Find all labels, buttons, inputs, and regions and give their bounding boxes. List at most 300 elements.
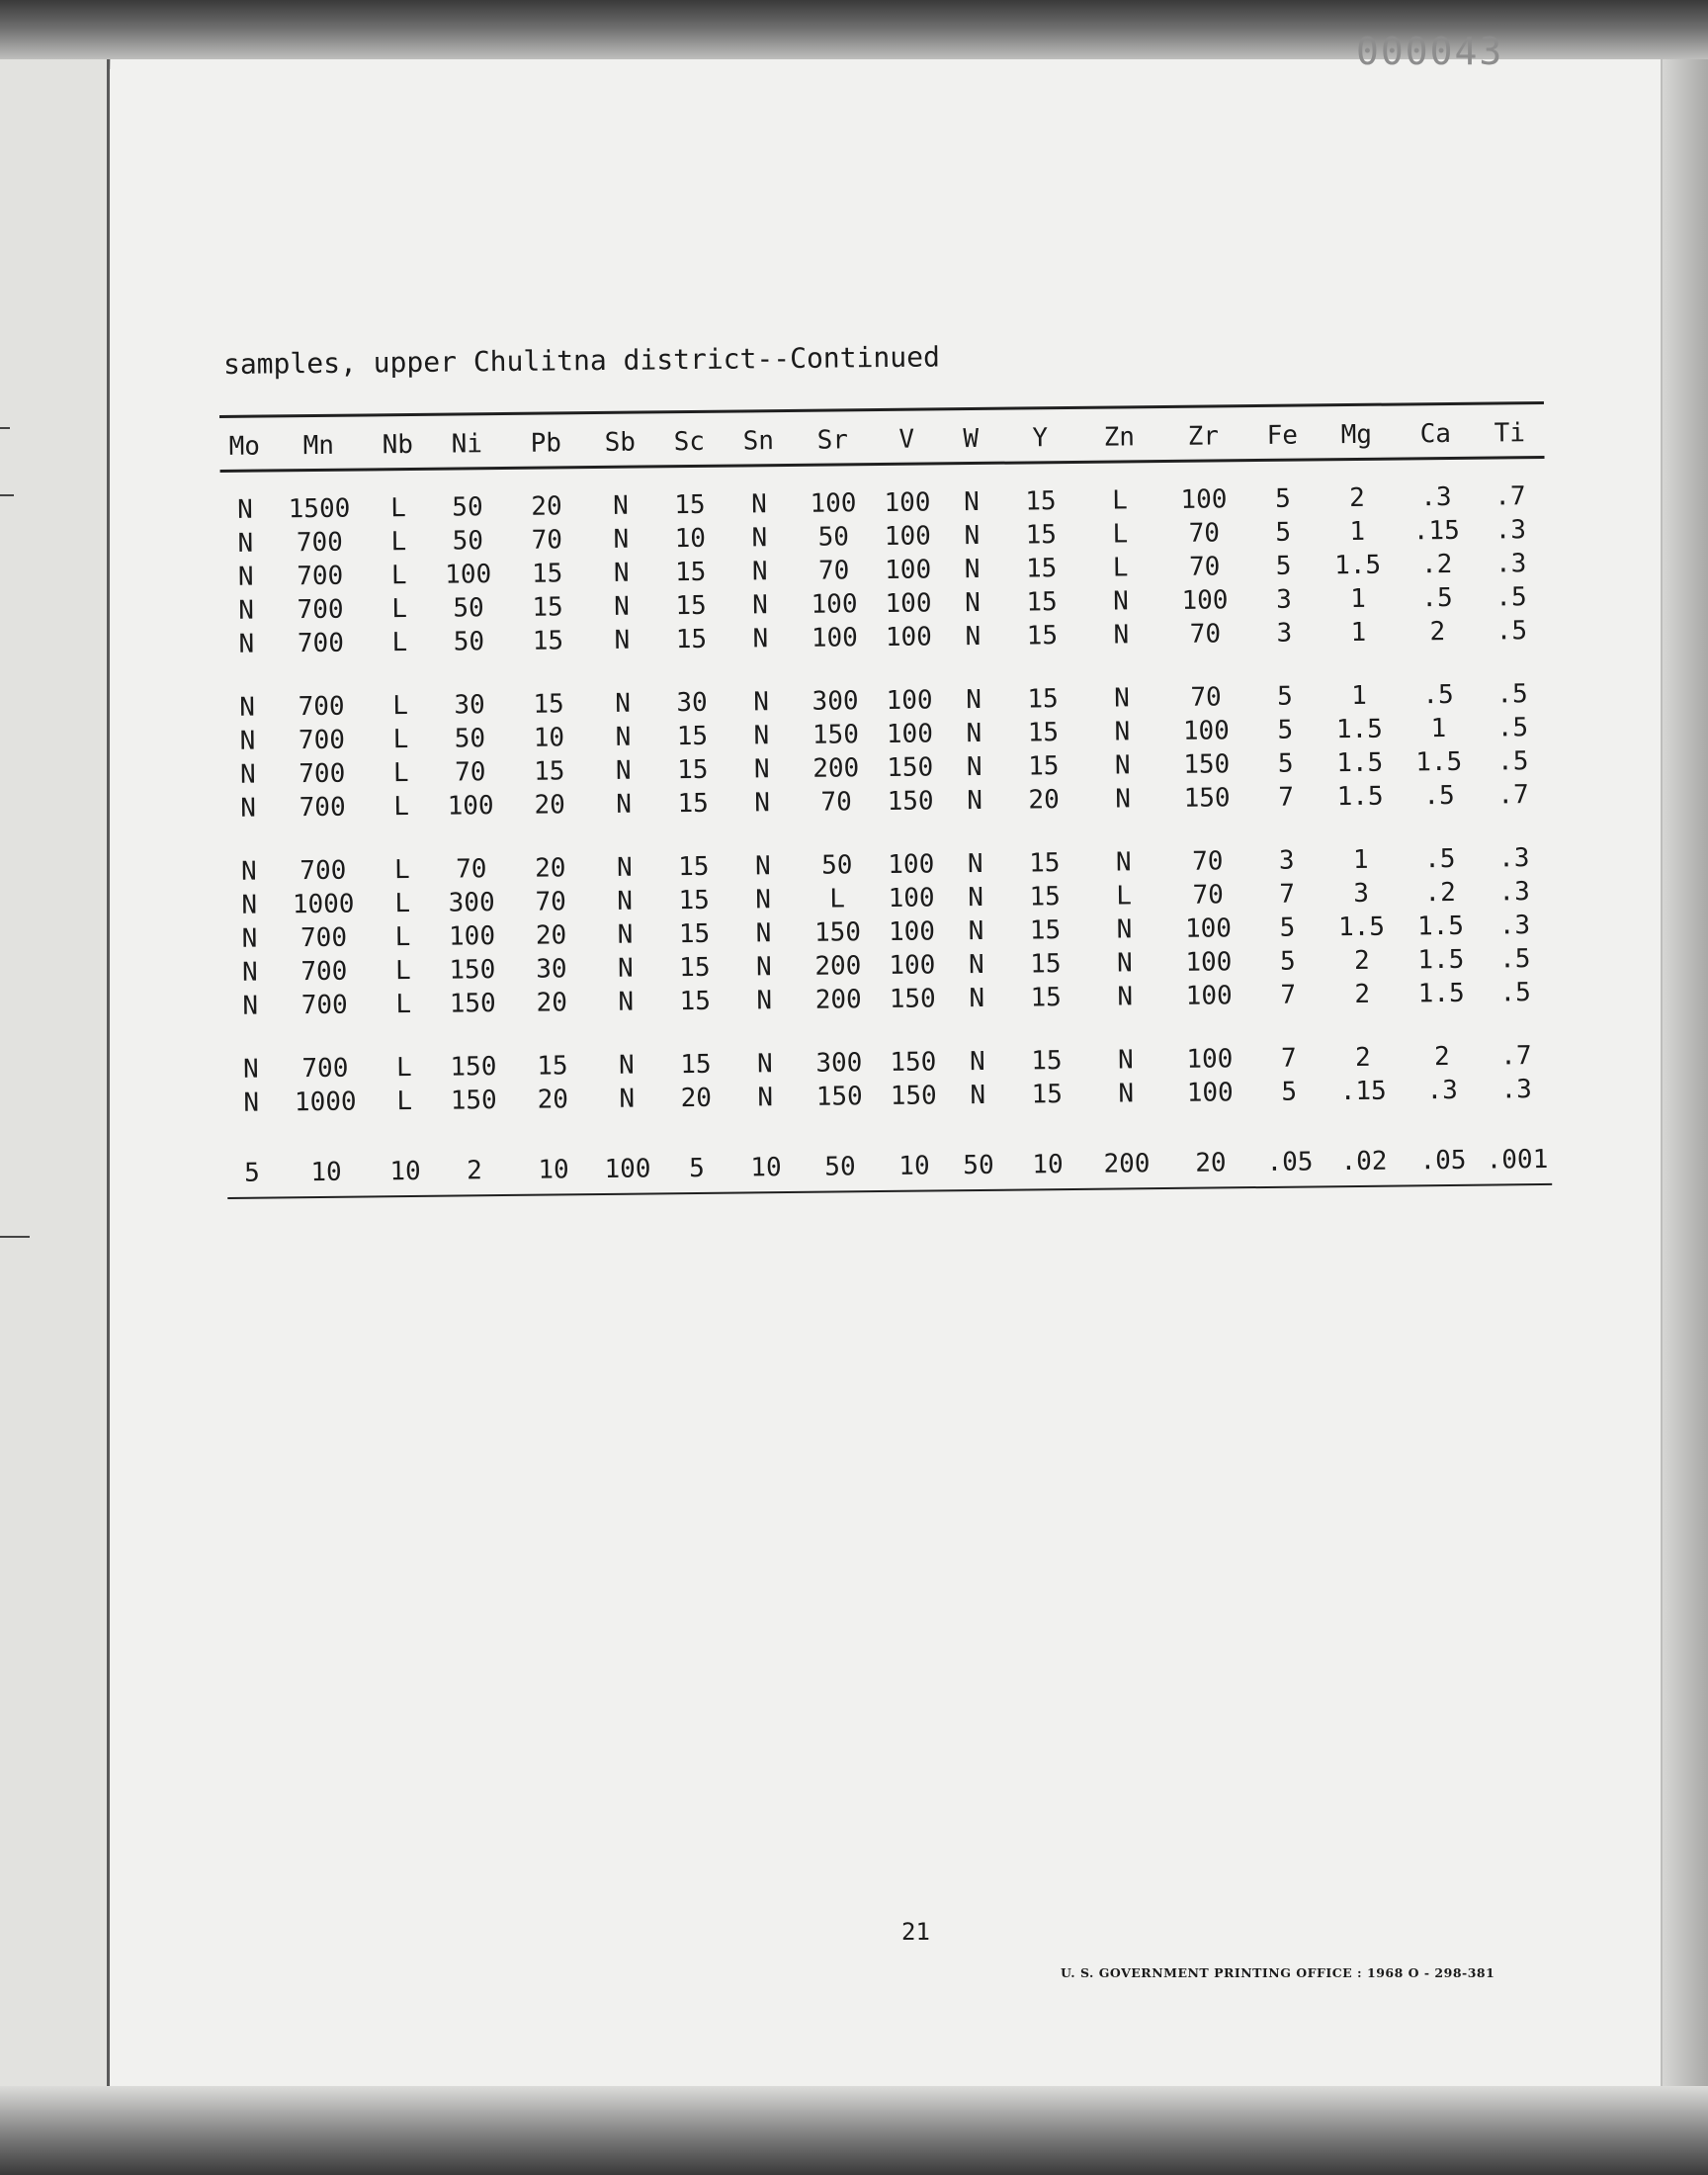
table-cell: 2 [1353, 945, 1370, 977]
table-cell: 10 [674, 523, 707, 555]
facing-page-edge [0, 59, 110, 2096]
table-cell: N [612, 490, 629, 521]
table-cell: 150 [1183, 783, 1231, 814]
table-cell: 700 [298, 725, 346, 756]
table-cell: N [616, 852, 633, 883]
table-cell: 15 [676, 754, 709, 786]
table-cell: N [241, 957, 258, 988]
table-cell: N [968, 949, 984, 981]
table-cell: 5 [1274, 483, 1291, 514]
table-cell: 15 [675, 624, 708, 655]
limit-cell: .02 [1340, 1146, 1388, 1177]
table-cell: 100 [810, 488, 857, 519]
table-cell: .3 [1497, 843, 1530, 874]
table-cell: N [615, 755, 632, 786]
table-cell: .3 [1498, 877, 1530, 908]
table-cell: 5 [1279, 913, 1296, 943]
table-cell: 300 [448, 888, 495, 918]
table-cell: N [241, 923, 258, 954]
column-header: Mo [228, 431, 261, 462]
table-cell: 2 [1354, 1042, 1371, 1074]
table-cell: 700 [299, 855, 347, 887]
table-cell: N [240, 793, 257, 824]
table-cell: .7 [1497, 780, 1529, 811]
table-cell: N [614, 591, 631, 622]
column-header: Sb [604, 427, 637, 458]
table-cell: N [1114, 717, 1131, 747]
table-cell: N [1113, 586, 1130, 617]
table-cell: 2 [1348, 482, 1365, 514]
table-cell: N [613, 524, 630, 555]
table-cell: 20 [535, 920, 567, 951]
table-cell: 1000 [294, 1087, 357, 1118]
table-cell: 15 [537, 1051, 568, 1082]
table-cell: 100 [1185, 981, 1233, 1011]
table-cell: L [393, 855, 410, 886]
table-cell: N [238, 629, 255, 659]
table-cell: 700 [297, 594, 344, 626]
table-cell: .3 [1494, 549, 1527, 579]
limit-cell: 200 [1103, 1149, 1151, 1179]
table-cell: 3 [1278, 845, 1295, 876]
table-cell: 50 [820, 850, 853, 881]
table-cell: N [613, 558, 630, 588]
table-cell: 15 [533, 756, 565, 787]
column-header: Zn [1103, 422, 1136, 453]
table-cell: L [390, 561, 407, 591]
table-cell: 100 [884, 521, 931, 552]
limit-cell: 10 [1032, 1150, 1064, 1180]
table-cell: 100 [811, 589, 858, 620]
table-cell: L [394, 956, 411, 987]
table-cell: 15 [1030, 949, 1062, 980]
table-cell: 50 [452, 492, 483, 523]
table-cell: N [966, 684, 982, 716]
table-cell: 150 [449, 989, 496, 1019]
table-cell: .2 [1420, 549, 1453, 580]
limit-cell: 10 [389, 1156, 421, 1187]
limit-cell: 50 [963, 1150, 994, 1181]
table-cell: N [756, 1049, 773, 1080]
table-cell: N [752, 590, 769, 621]
table-cell: N [965, 621, 982, 652]
table-cell: 15 [532, 592, 563, 623]
table-cell: L [392, 691, 409, 722]
table-cell: 150 [887, 752, 934, 783]
column-header: Sc [673, 426, 706, 458]
table-cell: N [237, 494, 253, 525]
column-header: Pb [530, 428, 562, 459]
column-header: Ti [1494, 418, 1526, 449]
table-cell: 50 [452, 526, 484, 557]
column-header: Y [1032, 423, 1049, 454]
table-cell: 30 [536, 954, 567, 985]
table-cell: 5 [1277, 748, 1294, 779]
table-cell: 300 [811, 686, 859, 717]
table-cell: N [966, 718, 982, 749]
table-cell: N [1116, 914, 1133, 945]
table-cell: N [239, 759, 256, 790]
table-cell: 700 [301, 1053, 349, 1085]
table-cell: N [237, 562, 254, 592]
table-cell: 20 [537, 1085, 569, 1115]
table-cell: 100 [888, 849, 935, 880]
table-cell: 70 [1192, 880, 1224, 911]
table-cell: 700 [299, 792, 346, 824]
table-cell: L [396, 1086, 413, 1117]
table-cell: 15 [1027, 718, 1060, 748]
table-cell: N [618, 987, 635, 1017]
table-cell: 100 [1184, 914, 1233, 944]
table-cell: 1 [1351, 680, 1368, 712]
table-cell: 15 [675, 590, 707, 622]
table-cell: .5 [1496, 713, 1529, 743]
table-cell: N [755, 918, 772, 949]
table-cell: 15 [533, 689, 564, 720]
table-cell: 1 [1350, 583, 1366, 615]
limit-cell: .05 [1419, 1145, 1467, 1176]
column-header: Sr [816, 425, 849, 456]
table-cell: 5 [1275, 551, 1292, 581]
table-cell: 100 [884, 487, 931, 518]
table-cell: 100 [885, 622, 933, 652]
table-cell: 15 [678, 885, 710, 916]
table-cell: .5 [1495, 582, 1527, 613]
table-cell: L [1112, 553, 1129, 583]
table-cell: N [1117, 1045, 1134, 1076]
table-cell: .7 [1500, 1041, 1532, 1072]
table-cell: 1.5 [1417, 944, 1465, 976]
table-cell: 15 [1030, 983, 1063, 1013]
limit-cell: 50 [824, 1152, 856, 1182]
facing-page-mark [0, 427, 10, 429]
table-cell: N [756, 986, 773, 1016]
table-cell: 100 [1186, 1078, 1234, 1108]
table-cell: .5 [1422, 679, 1454, 711]
table-cell: 70 [454, 757, 486, 788]
limit-cell: 10 [750, 1153, 782, 1183]
table-title: samples, upper Chulitna district--Continued [222, 340, 941, 381]
table-cell: 700 [297, 561, 344, 592]
table-cell: 150 [449, 955, 496, 986]
table-cell: N [967, 848, 983, 880]
table-cell: 7 [1280, 980, 1297, 1010]
table-cell: 100 [1186, 1044, 1234, 1075]
table-cell: 70 [456, 854, 487, 885]
table-cell: 1.5 [1416, 911, 1465, 942]
table-cell: 150 [890, 1081, 937, 1111]
table-cell: L [392, 725, 409, 755]
table-cell: N [963, 486, 980, 518]
table-cell: 15 [674, 557, 707, 588]
table-cell: .3 [1426, 1075, 1459, 1106]
table-cell: N [1116, 948, 1133, 979]
limit-cell: 10 [310, 1157, 342, 1188]
table-cell: 70 [1191, 846, 1224, 877]
table-cell: .5 [1423, 780, 1455, 812]
column-header: Fe [1266, 420, 1299, 451]
table-cell: .15 [1412, 515, 1460, 547]
table-cell: 15 [1029, 882, 1061, 913]
table-cell: 5 [1275, 517, 1292, 548]
table-cell: 150 [450, 1052, 497, 1083]
table-cell: 10 [533, 723, 565, 753]
table-cell: 2 [1433, 1042, 1450, 1073]
table-cell: 70 [817, 556, 850, 586]
table-cell: 200 [812, 753, 860, 784]
table-cell: L [1116, 881, 1133, 912]
table-cell: N [241, 890, 258, 920]
table-cell: 1 [1352, 844, 1369, 876]
table-cell: N [240, 856, 257, 887]
table-cell: 150 [1183, 749, 1231, 780]
table-cell: 50 [454, 724, 486, 754]
table-cell: L [390, 527, 407, 558]
table-cell: 15 [677, 851, 710, 883]
table-cell: 7 [1280, 1043, 1297, 1074]
table-cell: L [391, 628, 408, 658]
table-cell: .5 [1499, 978, 1532, 1008]
table-cell: .2 [1424, 877, 1456, 909]
table-cell: 100 [447, 791, 494, 822]
table-cell: N [1115, 784, 1132, 815]
table-cell: N [242, 1054, 259, 1085]
table-cell: 700 [299, 758, 346, 790]
table-cell: 1.5 [1334, 550, 1382, 581]
table-cell: 15 [1031, 1046, 1063, 1077]
table-cell: 30 [676, 687, 708, 719]
table-cell: L [829, 884, 846, 914]
table-cell: N [242, 991, 259, 1021]
limit-cell: 100 [604, 1154, 651, 1184]
table-cell: 2 [1354, 979, 1371, 1010]
table-cell: N [968, 882, 984, 914]
table-cell: 1 [1349, 516, 1366, 548]
limit-cell: 5 [244, 1158, 261, 1188]
table-cell: N [239, 692, 256, 723]
printer-line: U. S. GOVERNMENT PRINTING OFFICE : 1968 O - 298-381 [1061, 1965, 1495, 1980]
table-cell: 5 [1277, 715, 1294, 745]
table-cell: 15 [1025, 554, 1058, 584]
table-cell: .5 [1423, 843, 1456, 875]
table-cell: N [239, 726, 256, 756]
table-cell: N [1114, 750, 1131, 781]
table-cell: L [392, 758, 409, 789]
page-right-edge [1663, 59, 1708, 2096]
table-cell: L [390, 493, 406, 524]
table-cell: 150 [815, 1082, 863, 1112]
data-table [219, 404, 1552, 1197]
table-cell: 20 [536, 988, 568, 1018]
facing-page-mark [0, 1236, 30, 1238]
table-cell: 1.5 [1337, 912, 1386, 943]
table-cell: 20 [680, 1083, 713, 1114]
table-cell: 15 [679, 986, 712, 1017]
table-cell: 700 [300, 956, 348, 988]
table-cell: L [395, 990, 412, 1020]
table-cell: L [394, 922, 411, 953]
table-cell: L [1112, 519, 1129, 550]
page-number: 21 [901, 1918, 930, 1946]
table-cell: N [964, 520, 981, 552]
table-cell: N [754, 788, 771, 819]
table-cell: N [751, 557, 768, 587]
table-cell: 100 [445, 560, 492, 590]
table-cell: 15 [1027, 684, 1059, 715]
table-cell: 100 [888, 883, 935, 914]
table-cell: N [1118, 1079, 1135, 1109]
table-cell: N [964, 554, 981, 585]
table-cell: 20 [1028, 785, 1060, 816]
limit-cell: 10 [538, 1155, 569, 1185]
table-cell: L [393, 792, 410, 823]
table-cell: .3 [1500, 1075, 1533, 1105]
page-stamp: 000043 [1356, 30, 1504, 73]
table-cell: N [755, 885, 772, 915]
table-cell: N [1115, 847, 1132, 878]
limit-cell: .05 [1266, 1147, 1314, 1177]
table-cell: 15 [1026, 587, 1058, 618]
table-cell: 2 [1429, 617, 1446, 648]
table-cell: N [754, 851, 771, 882]
table-cell: N [615, 722, 632, 752]
table-cell: 300 [815, 1048, 863, 1079]
table-cell: 5 [1279, 946, 1296, 977]
table-cell: N [617, 919, 634, 950]
table-cell: 15 [531, 559, 563, 589]
table-cell: N [757, 1083, 774, 1113]
table-cell: N [970, 1080, 986, 1111]
table-cell: 70 [531, 525, 563, 556]
table-cell: N [619, 1084, 636, 1114]
column-header: Zr [1187, 421, 1220, 452]
table-cell: N [615, 688, 632, 719]
table-cell: 5 [1281, 1077, 1298, 1107]
table-cell: 200 [814, 951, 862, 982]
table-cell: 15 [676, 721, 709, 752]
table-cell: 150 [889, 984, 936, 1014]
table-cell: N [1113, 620, 1130, 651]
table-cell: 15 [1025, 486, 1057, 517]
column-header: Ca [1419, 418, 1452, 450]
table-cell: 15 [678, 918, 711, 950]
limit-cell: .001 [1486, 1144, 1549, 1175]
table-cell: 15 [677, 788, 709, 820]
table-cell: 100 [886, 685, 933, 716]
table-cell: 15 [679, 952, 711, 984]
table-cell: 100 [888, 916, 936, 947]
table-cell: 7 [1278, 782, 1295, 813]
table-cell: 700 [299, 922, 348, 954]
table-cell: 70 [535, 887, 566, 917]
table-cell: 1 [1430, 714, 1447, 744]
table-cell: 15 [1031, 1080, 1064, 1110]
table-cell: N [753, 754, 770, 785]
table-cell: 15 [674, 489, 706, 521]
table-cell: 70 [1190, 682, 1222, 713]
table-cell: N [967, 785, 983, 817]
table-cell: 70 [1188, 518, 1221, 549]
limit-cell: 20 [1195, 1148, 1227, 1178]
table-cell: N [1114, 683, 1131, 714]
table-cell: 1.5 [1336, 781, 1384, 813]
table-cell: 70 [1189, 619, 1222, 650]
table-cell: 100 [886, 719, 934, 749]
table-cell: L [394, 889, 411, 919]
table-cell: .3 [1498, 911, 1531, 941]
table-cell: N [751, 523, 768, 554]
table-cell: N [752, 624, 769, 654]
column-header: Ni [451, 429, 483, 460]
limit-cell: 10 [898, 1151, 930, 1181]
table-cell: 5 [1277, 681, 1294, 712]
limit-cell: 2 [467, 1156, 483, 1186]
limit-cell: 5 [689, 1153, 705, 1184]
table-cell: .5 [1495, 616, 1528, 647]
table-cell: N [614, 625, 631, 655]
table-cell: N [243, 1088, 260, 1118]
table-cell: 100 [811, 623, 859, 653]
table-cell: 50 [817, 522, 850, 553]
table-cell: L [395, 1052, 412, 1084]
table-cell: 15 [680, 1049, 712, 1081]
table-cell: 3 [1353, 878, 1370, 910]
column-header: Nb [382, 429, 414, 461]
table-cell: 150 [887, 786, 934, 817]
table-cell: 100 [1185, 947, 1233, 978]
table-cell: .5 [1496, 746, 1529, 777]
table-cell: 15 [1029, 915, 1062, 946]
table-cell: 20 [534, 790, 565, 821]
table-cell: L [391, 594, 408, 625]
table-cell: N [969, 983, 985, 1014]
table-cell: 700 [298, 691, 345, 723]
table-cell: 3 [1276, 584, 1292, 615]
table-cell: 1.5 [1417, 978, 1465, 1009]
table-cell: N [969, 1046, 985, 1078]
table-cell: 50 [453, 627, 485, 657]
table-cell: 100 [448, 921, 496, 952]
table-cell: 700 [300, 990, 348, 1021]
table-cell: 150 [813, 917, 862, 948]
table-cell: N [238, 595, 255, 626]
column-header: Mn [302, 430, 335, 462]
table-cell: .7 [1494, 481, 1526, 512]
scan-bottom-shadow [0, 2086, 1708, 2175]
table-cell: .15 [1339, 1076, 1387, 1107]
table-cell: 150 [811, 720, 860, 750]
table-cell: 30 [454, 690, 485, 721]
table-cell: 700 [297, 628, 345, 659]
table-cell: .3 [1420, 481, 1452, 513]
table-cell: .5 [1496, 679, 1528, 710]
table-cell: 700 [296, 527, 343, 559]
table-cell: 20 [535, 853, 566, 884]
table-cell: 100 [1181, 585, 1229, 616]
table-cell: N [965, 587, 982, 619]
table-cell: .3 [1494, 515, 1527, 546]
facing-page-mark [0, 494, 14, 496]
table-cell: 200 [814, 985, 862, 1015]
table-cell: 7 [1279, 879, 1296, 910]
table-cell: 150 [450, 1086, 497, 1116]
table-cell: N [966, 751, 982, 783]
table-body [220, 456, 1553, 1197]
table-cell: 3 [1276, 618, 1293, 649]
table-cell: 1500 [288, 493, 351, 525]
table-cell: 1.5 [1415, 746, 1463, 778]
column-header: V [898, 424, 915, 455]
